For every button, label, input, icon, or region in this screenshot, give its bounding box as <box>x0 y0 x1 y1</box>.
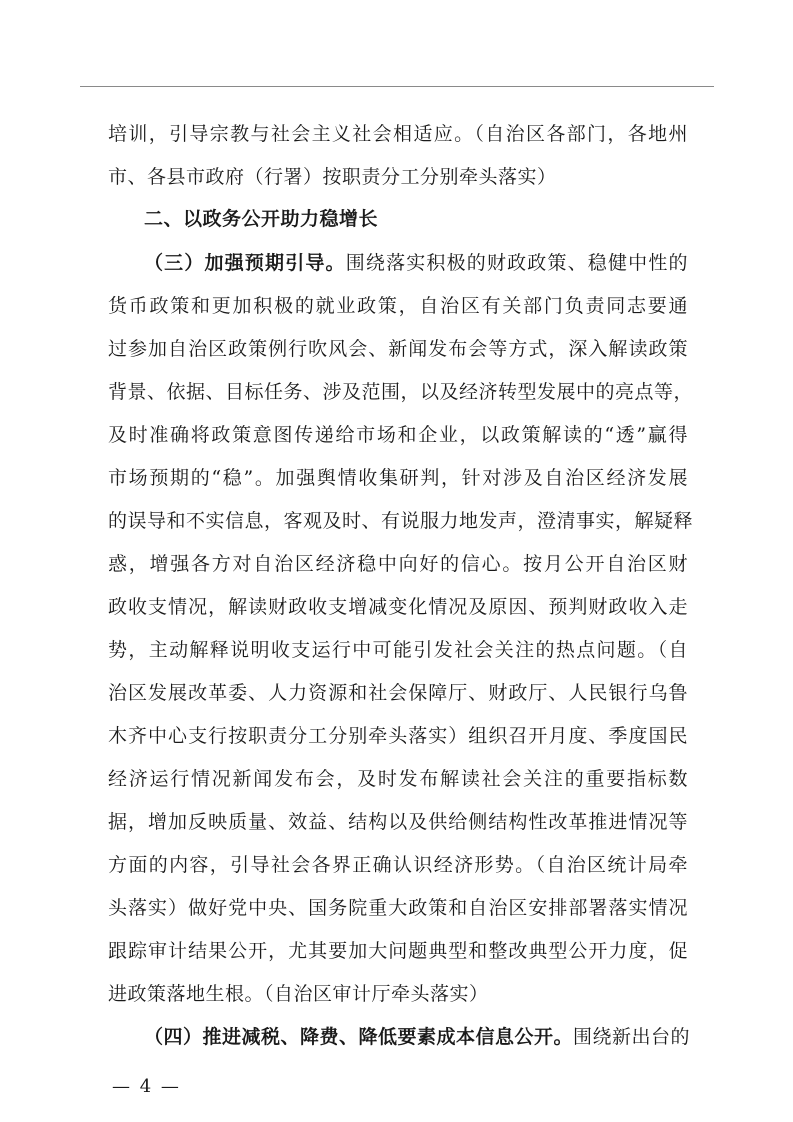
para3-line: 市场预期的“稳”。加强舆情收集研判，针对涉及自治区经济发展 <box>108 467 688 489</box>
para3-line: 及时准确将政策意图传递给市场和企业，以政策解读的“透”赢得 <box>108 424 688 446</box>
para3-first-line-text: 围绕落实积极的财政政策、稳健中性的 <box>345 252 688 274</box>
page-number: — 4 — <box>112 1076 181 1097</box>
para3-lead: （三）加强预期引导。 <box>144 252 346 274</box>
para4-first-line <box>144 1024 691 1050</box>
para3-line: 方面的内容，引导社会各界正确认识经济形势。（自治区统计局牵 <box>108 854 688 876</box>
para3-line: 货币政策和更加积极的就业政策，自治区有关部门负责同志要通 <box>108 295 688 317</box>
para3-first-line <box>144 250 688 276</box>
para3-line: 势，主动解释说明收支运行中可能引发社会关注的热点问题。（自 <box>108 639 688 661</box>
para3-line: 跟踪审计结果公开，尤其要加大问题典型和整改典型公开力度，促 <box>108 940 688 962</box>
para3-line: 头落实）做好党中央、国务院重大政策和自治区安排部署落实情况 <box>108 897 688 919</box>
para3-line: 木齐中心支行按职责分工分别牵头落实）组织召开月度、季度国民 <box>108 725 688 747</box>
para4-lead: （四）推进减税、降费、降低要素成本信息公开。 <box>144 1026 574 1048</box>
intro-line-2: 市、各县市政府（行署）按职责分工分别牵头落实） <box>108 166 557 188</box>
para3-line: 背景、依据、目标任务、涉及范围，以及经济转型发展中的亮点等， <box>108 381 694 403</box>
section-heading: 二、以政务公开助力稳增长 <box>144 208 379 230</box>
para3-line: 治区发展改革委、人力资源和社会保障厅、财政厅、人民银行乌鲁 <box>108 682 688 704</box>
para3-line: 的误导和不实信息，客观及时、有说服力地发声，澄清事实，解疑释 <box>108 510 694 532</box>
para3-line: 过参加自治区政策例行吹风会、新闻发布会等方式，深入解读政策 <box>108 338 688 360</box>
header-rule <box>80 86 714 87</box>
para3-line: 据，增加反映质量、效益、结构以及供给侧结构性改革推进情况等 <box>108 811 688 833</box>
para3-line: 经济运行情况新闻发布会，及时发布解读社会关注的重要指标数 <box>108 768 688 790</box>
intro-line-1: 培训，引导宗教与社会主义社会相适应。（自治区各部门，各地州 <box>108 123 688 145</box>
para3-line: 进政策落地生根。（自治区审计厅牵头落实） <box>108 983 489 1005</box>
para3-line: 惑，增强各方对自治区经济稳中向好的信心。按月公开自治区财 <box>108 553 688 575</box>
para3-line: 政收支情况，解读财政收支增减变化情况及原因、预判财政收入走 <box>108 596 688 618</box>
para4-first-line-text: 围绕新出台的 <box>573 1026 691 1048</box>
